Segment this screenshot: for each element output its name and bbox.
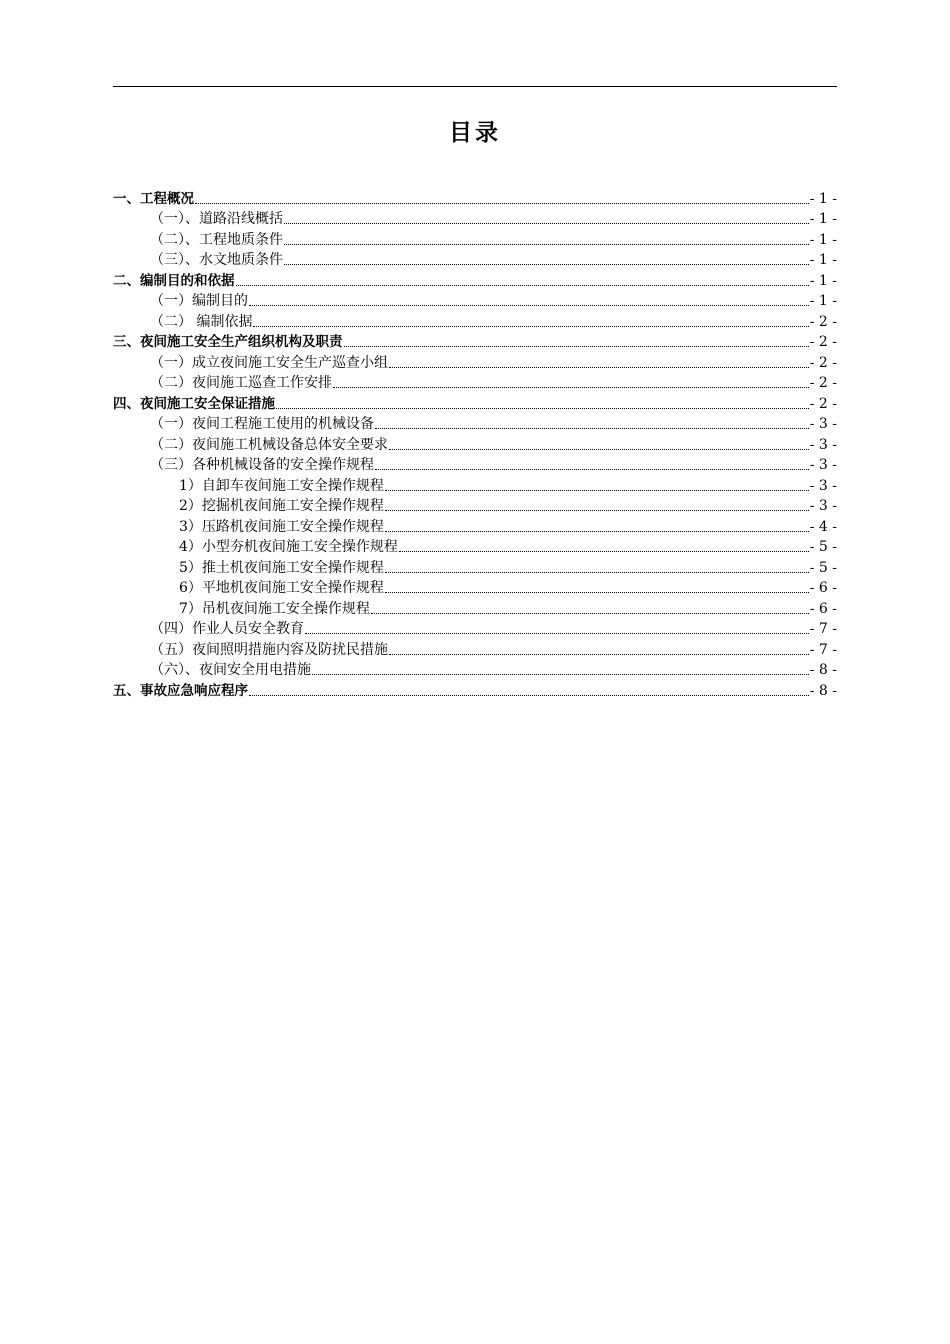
toc-entry[interactable] [113,434,837,455]
dot-leader [253,326,808,327]
toc-entry[interactable] [113,598,837,619]
toc-entry-page-number: - 2 - [809,334,837,350]
dot-leader [399,551,809,552]
toc-entry-title: 2）挖掘机夜间施工安全操作规程 [179,498,384,514]
toc-entry-title: 4）小型夯机夜间施工安全操作规程 [179,539,398,555]
toc-entry[interactable] [113,188,837,209]
dot-leader [375,469,809,470]
toc-entry-page-number: - 2 - [809,313,837,330]
toc-entry[interactable] [113,373,837,394]
toc-entry-title: 二、编制目的和依据 [113,272,235,289]
toc-entry-title: 3）压路机夜间施工安全操作规程 [179,518,384,535]
table-of-contents [113,188,837,701]
toc-entry-page-number: - 6 - [809,580,837,596]
toc-entry-page-number: - 4 - [809,518,837,535]
toc-entry-page-number: - 2 - [809,395,837,412]
toc-entry-title: （四）作业人员安全教育 [150,621,304,637]
toc-entry-title: （一）夜间工程施工使用的机械设备 [150,416,374,432]
dot-leader [385,510,809,511]
toc-entry[interactable] [113,680,837,701]
dot-leader [284,244,809,245]
toc-entry-page-number: - 5 - [809,539,837,555]
toc-entry[interactable] [113,475,837,496]
toc-entry-page-number: - 1 - [809,252,837,268]
toc-entry[interactable] [113,557,837,578]
toc-entry-title: （六）、夜间安全用电措施 [150,662,311,678]
page-title: 目录 [449,120,501,146]
toc-entry-title: 7）吊机夜间施工安全操作规程 [179,600,370,617]
dot-leader [389,654,809,655]
toc-entry-page-number: - 7 - [809,641,837,658]
toc-entry[interactable] [113,578,837,599]
dot-leader [276,408,809,409]
toc-entry-page-number: - 3 - [809,416,837,432]
toc-entry-title: （二）夜间施工巡查工作安排 [150,375,332,391]
toc-entry-page-number: - 3 - [809,457,837,473]
toc-entry[interactable] [113,414,837,435]
toc-entry-title: （一）成立夜间施工安全生产巡查小组 [150,354,388,371]
toc-entry-title: （二）、工程地质条件 [150,231,283,248]
toc-entry-page-number: - 1 - [809,231,837,248]
toc-entry-title: 6）平地机夜间施工安全操作规程 [179,580,384,596]
header-rule [113,86,837,87]
toc-entry-page-number: - 3 - [809,436,837,453]
toc-entry[interactable] [113,516,837,537]
toc-entry-page-number: - 7 - [809,621,837,637]
dot-leader [344,346,809,347]
toc-entry[interactable] [113,270,837,291]
toc-entry[interactable] [113,229,837,250]
toc-entry-title: 5）推土机夜间施工安全操作规程 [179,559,384,576]
toc-entry-title: 五、事故应急响应程序 [113,682,248,699]
toc-entry-title: （二） 编制依据 [150,313,253,330]
toc-entry-title: （五）夜间照明措施内容及防扰民措施 [150,641,388,658]
dot-leader [236,285,809,286]
toc-entry-title: （一）、道路沿线概括 [150,211,283,227]
toc-entry[interactable] [113,291,837,312]
toc-entry[interactable] [113,537,837,558]
toc-entry-page-number: - 6 - [809,600,837,617]
toc-entry-page-number: - 2 - [809,375,837,391]
toc-entry-title: 四、夜间施工安全保证措施 [113,395,275,412]
toc-entry-page-number: - 3 - [809,498,837,514]
toc-entry-page-number: - 2 - [809,354,837,371]
dot-leader [389,449,809,450]
dot-leader [385,531,809,532]
dot-leader [371,613,809,614]
dot-leader [385,592,809,593]
toc-entry[interactable] [113,393,837,414]
dot-leader [249,695,809,696]
toc-entry[interactable] [113,352,837,373]
dot-leader [389,367,809,368]
toc-entry-page-number: - 1 - [809,211,837,227]
toc-entry[interactable] [113,496,837,517]
toc-entry-title: 1）自卸车夜间施工安全操作规程 [179,477,384,494]
toc-entry[interactable] [113,660,837,681]
toc-entry[interactable] [113,639,837,660]
toc-entry-title: （一）编制目的 [150,293,248,309]
dot-leader [312,674,809,675]
dot-leader [195,203,809,204]
toc-entry-title: 一、工程概况 [113,190,194,207]
dot-leader [284,223,809,224]
toc-entry-page-number: - 1 - [809,190,837,207]
toc-entry[interactable] [113,311,837,332]
toc-entry-page-number: - 1 - [809,272,837,289]
toc-entry[interactable] [113,332,837,353]
toc-entry-title: 三、夜间施工安全生产组织机构及职责 [113,334,343,350]
toc-entry-page-number: - 8 - [809,682,837,699]
dot-leader [305,633,809,634]
toc-entry-title: （三）、水文地质条件 [150,252,283,268]
dot-leader [385,490,809,491]
toc-entry-page-number: - 5 - [809,559,837,576]
toc-entry-page-number: - 3 - [809,477,837,494]
toc-entry[interactable] [113,619,837,640]
dot-leader [375,428,809,429]
dot-leader [249,305,809,306]
toc-entry-title: （二）夜间施工机械设备总体安全要求 [150,436,388,453]
dot-leader [385,572,809,573]
dot-leader [333,387,809,388]
dot-leader [284,264,809,265]
toc-entry-page-number: - 8 - [809,662,837,678]
toc-entry-page-number: - 1 - [809,293,837,309]
toc-entry[interactable] [113,250,837,271]
toc-entry[interactable] [113,209,837,230]
toc-entry[interactable] [113,455,837,476]
toc-entry-title: （三）各种机械设备的安全操作规程 [150,457,374,473]
